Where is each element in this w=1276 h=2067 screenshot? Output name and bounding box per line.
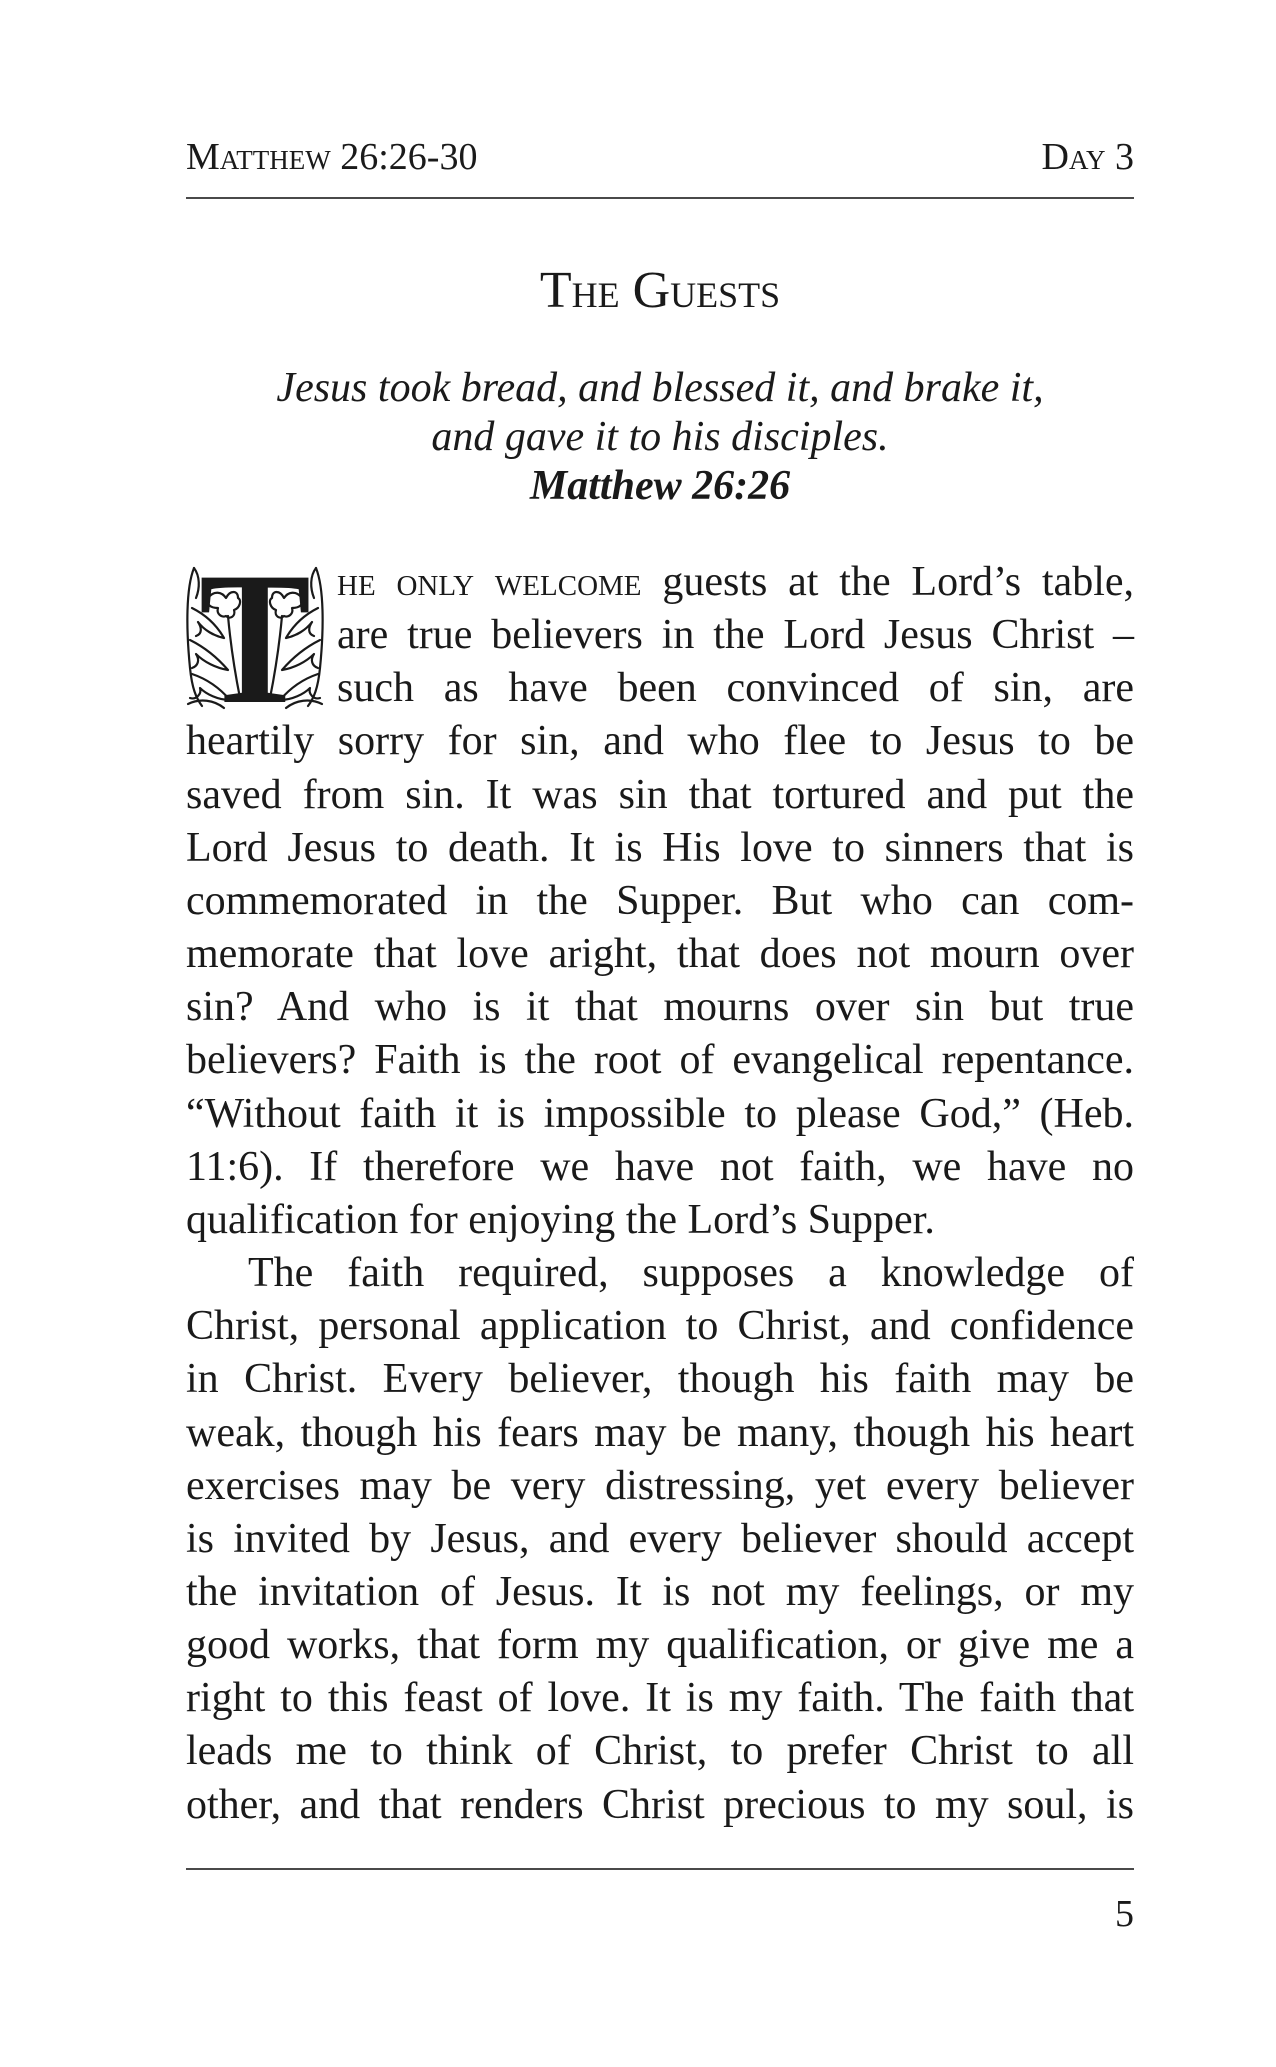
body-line: commemorated in the Supper. But who can com- [186, 877, 1134, 924]
body-line-paragraph-end: qualification for enjoying the Lord’s Supper. [186, 1196, 935, 1243]
body-line-paragraph-start: The faith required, supposes a knowledge of [248, 1250, 1134, 1297]
body-line: good works, that form my qualification, or give me a [186, 1622, 1134, 1669]
epigraph [186, 364, 1134, 511]
body-line: 11:6). If therefore we have not faith, we have no [186, 1143, 1134, 1190]
epigraph-line: and gave it to his disciples. [431, 414, 889, 460]
body-line: “Without faith it is impossible to please God,” (Heb. [186, 1090, 1134, 1137]
body-line: are true believers in the Lord Jesus Christ – [337, 612, 1134, 659]
body-line-text: guests at the Lord’s table, [662, 559, 1135, 605]
body-line [337, 556, 1134, 609]
running-head [186, 133, 1134, 181]
header-rule [186, 197, 1134, 199]
page-number: 5 [1115, 1893, 1134, 1935]
body-line: Lord Jesus to death. It is His love to sinners that is [186, 824, 1134, 871]
body-text [186, 556, 1134, 1832]
body-line: memorate that love aright, that does not mourn over [186, 931, 1134, 978]
running-head-day: Day 3 [1041, 136, 1134, 178]
body-line: such as have been convinced of sin, are [337, 665, 1134, 712]
body-line: believers? Faith is the root of evangelical repentance. [186, 1037, 1134, 1084]
chapter-title: The Guests [539, 262, 781, 319]
body-line: heartily sorry for sin, and who flee to Jesus to be [186, 718, 1134, 765]
body-line: right to this feast of love. It is my faith. The faith that [186, 1675, 1134, 1722]
drop-cap-letter: T [199, 558, 311, 713]
epigraph-reference: Matthew 26:26 [529, 463, 791, 509]
epigraph-line: Jesus took bread, and blessed it, and brake it, [276, 365, 1044, 411]
body-line: the invitation of Jesus. It is not my feelings, or my [186, 1568, 1134, 1615]
footer-rule [186, 1868, 1134, 1870]
body-line: sin? And who is it that mourns over sin but true [186, 984, 1134, 1031]
running-head-passage: Matthew 26:26-30 [186, 136, 478, 178]
body-line: is invited by Jesus, and every believer should accept [186, 1515, 1134, 1562]
body-line: leads me to think of Christ, to prefer Christ to all [186, 1728, 1134, 1775]
body-line: in Christ. Every believer, though his faith may be [186, 1356, 1134, 1403]
body-line: saved from sin. It was sin that tortured and put the [186, 771, 1134, 818]
opening-small-caps: he only welcome [337, 559, 642, 605]
body-line: exercises may be very distressing, yet every believer [186, 1462, 1134, 1509]
body-line: weak, though his fears may be many, though his heart [186, 1409, 1134, 1456]
body-line: other, and that renders Christ precious to my soul, is [186, 1781, 1134, 1828]
body-line: Christ, personal application to Christ, and confidence [186, 1303, 1134, 1350]
